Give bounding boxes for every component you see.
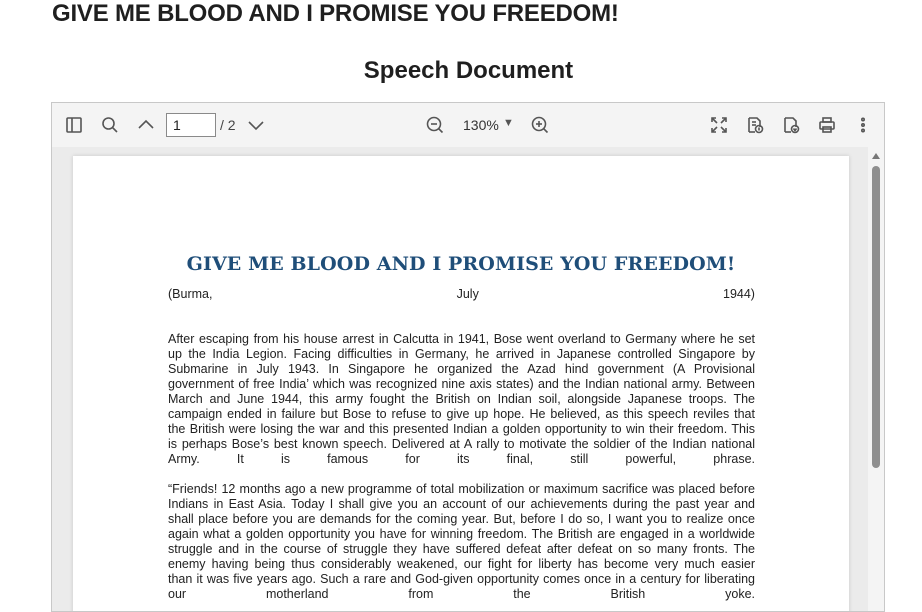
- document-title: GIVE ME BLOOD AND I PROMISE YOU FREEDOM!: [186, 253, 736, 275]
- text-line: Submarine in July 1943. In Singapore he organized the Azad hind government (A Provisional: [168, 362, 755, 376]
- text-line: Indians in East Asia. Today I shall give you an account of our achievements during the past year and: [168, 497, 755, 511]
- document-page: [73, 156, 849, 612]
- text-line: is perhaps Bose’s best known speech. Delivered at A rally to motivate the soldier of the Indian national: [168, 437, 755, 451]
- document-dateline: [168, 287, 755, 301]
- chevron-down-icon: [247, 116, 265, 134]
- fit-page-icon: [710, 116, 728, 134]
- text-line: Army. It is famous for its final, still powerful, phrase.: [168, 452, 755, 466]
- vertical-scrollbar[interactable]: [868, 147, 884, 611]
- page-title: GIVE ME BLOOD AND I PROMISE YOU FREEDOM!: [52, 0, 619, 27]
- text-line: enemy having being thus considerably weakened, our fight for liberty has become very much easier: [168, 557, 755, 571]
- open-file-icon: [746, 116, 764, 134]
- viewer-toolbar: [52, 103, 884, 148]
- paragraph-introduction: [168, 332, 755, 467]
- zoom-out-button[interactable]: [422, 112, 448, 138]
- text-line: campaign ended in failure but Bose to refuse to give up hope. He believed, as this speech reviles that: [168, 407, 755, 421]
- search-icon: [101, 116, 119, 134]
- page-number-input[interactable]: [166, 113, 216, 137]
- fit-page-button[interactable]: [706, 112, 732, 138]
- zoom-out-icon: [426, 116, 444, 134]
- chevron-up-icon: [137, 116, 155, 134]
- zoom-in-icon: [531, 116, 549, 134]
- scroll-up-arrow-icon[interactable]: [872, 153, 880, 159]
- sidebar-toggle-button[interactable]: [61, 112, 87, 138]
- previous-page-button[interactable]: [133, 112, 159, 138]
- text-line: shall place before you are demands for the coming year. But, before I do so, I want you to realize once: [168, 512, 755, 526]
- zoom-dropdown-caret-icon[interactable]: ▼: [503, 117, 514, 129]
- dateline-month: July: [456, 287, 479, 301]
- page-total-label: / 2: [220, 117, 236, 133]
- print-button[interactable]: [814, 112, 840, 138]
- more-options-icon: [854, 116, 872, 134]
- document-section-title: Speech Document: [363, 57, 574, 84]
- text-line: government of free India’ which was recognized nine axis states) and the Indian national army. Between: [168, 377, 755, 391]
- more-options-button[interactable]: [850, 112, 876, 138]
- text-line: the British were losing the war and this presented Indian a golden opportunity to win their freedom. This: [168, 422, 755, 436]
- text-line: “Friends! 12 months ago a new programme of total mobilization or maximum sacrifice was placed before: [168, 482, 755, 496]
- zoom-in-button[interactable]: [527, 112, 553, 138]
- text-line: struggle and in the course of struggle they have suffered defeat after defeat on so many fronts. The: [168, 542, 755, 556]
- print-icon: [818, 116, 836, 134]
- sidebar-toggle-icon: [65, 116, 83, 134]
- text-line: again what a golden opportunity you have for winning freedom. The British are engaged in a worldwide: [168, 527, 755, 541]
- scrollbar-thumb[interactable]: [872, 166, 880, 468]
- text-line: up the India Legion. Facing difficulties in Germany, he arrived in Japanese controlled Singapore by: [168, 347, 755, 361]
- paragraph-speech: [168, 482, 755, 602]
- pdf-viewer: [51, 102, 885, 612]
- text-line: than it was five years ago. Such a rare and God-given opportunity comes once in a century for liberating: [168, 572, 755, 586]
- next-page-button[interactable]: [243, 112, 269, 138]
- download-button[interactable]: [778, 112, 804, 138]
- search-button[interactable]: [97, 112, 123, 138]
- text-line: our motherland from the British yoke.: [168, 587, 755, 601]
- text-line: March and June 1944, this army fought the British on Indian soil, alongside Japanese troops. The: [168, 392, 755, 406]
- text-line: After escaping from his house arrest in Calcutta in 1941, Bose went overland to Germany where he set: [168, 332, 755, 346]
- zoom-level-select[interactable]: 130%: [463, 117, 499, 133]
- document-canvas: [52, 147, 884, 611]
- download-icon: [782, 116, 800, 134]
- dateline-year: 1944): [723, 287, 755, 301]
- open-file-button[interactable]: [742, 112, 768, 138]
- dateline-place: (Burma,: [168, 287, 213, 301]
